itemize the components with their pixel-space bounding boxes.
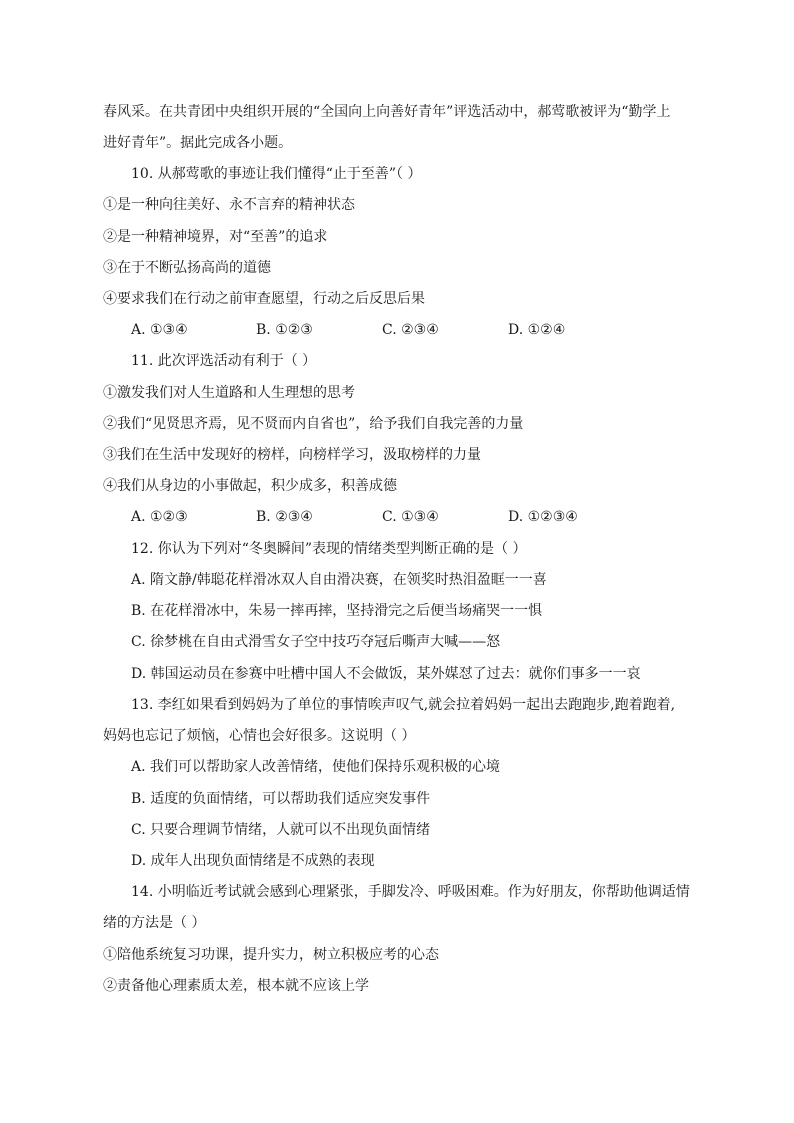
question-14-item-1: ①陪他系统复习功课，提升实力，树立积极应考的心态: [103, 947, 439, 963]
question-12-stem: 12. 你认为下列对“冬奥瞬间”表现的情绪类型判断正确的是（ ）: [131, 541, 527, 557]
question-12-option-b: B. 在花样滑冰中，朱易一摔再摔，坚持滑完之后便当场痛哭一一惧: [131, 603, 543, 619]
intro-line-2: 进好青年”。据此完成各小题。: [103, 135, 293, 151]
question-13-option-a: A. 我们可以帮助家人改善情绪，使他们保持乐观积极的心境: [131, 759, 501, 775]
question-14-stem-line-1: 14. 小明临近考试就会感到心理紧张，手脚发冷、呼吸困难。作为好朋友，你帮助他调适情: [131, 884, 690, 900]
question-11-stem: 11. 此次评选活动有利于（ ）: [131, 353, 317, 369]
question-11-item-1: ①激发我们对人生道路和人生理想的思考: [103, 385, 355, 401]
question-13-stem-line-1: 13. 李红如果看到妈妈为了单位的事情唉声叹气,就会拉着妈妈一起出去跑跑步,跑着跑着,: [131, 697, 676, 713]
intro-line-1: 春风采。在共青团中央组织开展的“全国向上向善好青年”评选活动中，郝莺歌被评为“勤学上: [103, 104, 671, 120]
choice-b: B. ①②③: [256, 322, 313, 338]
choice-c: C. ②③④: [382, 322, 439, 338]
question-10-item-4: ④要求我们在行动之前审查愿望，行动之后反思后果: [103, 291, 425, 307]
choice-a: A. ①②③: [131, 509, 188, 525]
question-10-item-1: ①是一种向往美好、永不言弃的精神状态: [103, 197, 355, 213]
question-14-item-2: ②责备他心理素质太差，根本就不应该上学: [103, 978, 369, 994]
choice-a: A. ①③④: [131, 322, 188, 338]
question-13-stem-line-2: 妈妈也忘记了烦恼，心情也会好很多。这说明（ ）: [103, 728, 416, 744]
question-13-option-d: D. 成年人出现负面情绪是不成熟的表现: [131, 853, 375, 869]
question-12-option-d: D. 韩国运动员在参赛中吐槽中国人不会做饭，某外媒怼了过去：就你们事多一一哀: [131, 666, 641, 682]
question-13-option-b: B. 适度的负面情绪，可以帮助我们适应突发事件: [131, 791, 431, 807]
question-11-item-4: ④我们从身边的小事做起，积少成多，积善成德: [103, 478, 397, 494]
question-11-item-2: ②我们“见贤思齐焉，见不贤而内自省也”，给予我们自我完善的力量: [103, 416, 524, 432]
choice-c: C. ①③④: [382, 509, 439, 525]
choice-d: D. ①②④: [508, 322, 566, 338]
choice-b: B. ②③④: [256, 509, 313, 525]
question-14-stem-line-2: 绪的方法是（ ）: [103, 915, 206, 931]
question-11-item-3: ③我们在生活中发现好的榜样，向榜样学习，汲取榜样的力量: [103, 447, 481, 463]
question-12-option-a: A. 隋文静/韩聪花样滑冰双人自由滑决赛，在领奖时热泪盈眶一一喜: [131, 572, 547, 588]
question-10-stem: 10. 从郝莺歌的事迹让我们懂得“止于至善”（ ）: [131, 166, 422, 182]
question-13-option-c: C. 只要合理调节情绪，人就可以不出现负面情绪: [131, 822, 431, 838]
question-10-item-2: ②是一种精神境界，对“至善”的追求: [103, 229, 328, 245]
question-12-option-c: C. 徐梦桃在自由式滑雪女子空中技巧夺冠后嘶声大喊——怒: [131, 634, 501, 650]
choice-d: D. ①②③④: [508, 509, 578, 525]
question-10-item-3: ③在于不断弘扬高尚的道德: [103, 260, 271, 276]
